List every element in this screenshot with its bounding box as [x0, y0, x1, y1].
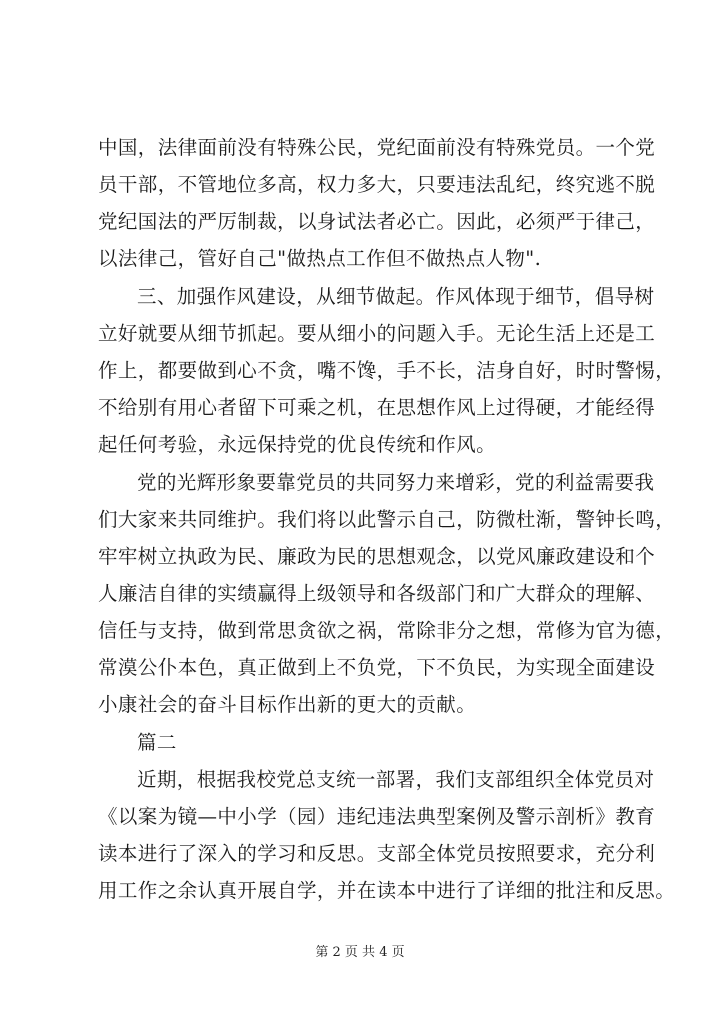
text-line: 牢牢树立执政为民、廉政为民的思想观念，以党风廉政建设和个	[98, 545, 656, 568]
page-footer: 第 2 页 共 4 页	[315, 945, 405, 960]
text-line: 立好就要从细节抓起。要从细小的问题入手。无论生活上还是工	[98, 322, 656, 345]
text-line: 作上，都要做到心不贪，嘴不馋，手不长，洁身自好，时时警惕，	[98, 359, 676, 382]
text-line: 党纪国法的严厉制裁，以身试法者必亡。因此，必须严于律己，	[98, 210, 656, 233]
text-line: 不给别有用心者留下可乘之机，在思想作风上过得硬，才能经得	[98, 396, 656, 419]
text-line: 人廉洁自律的实绩赢得上级领导和各级部门和广大群众的理解、	[98, 582, 656, 605]
text-line: 们大家来共同维护。我们将以此警示自己，防微杜渐，警钟长鸣，	[98, 508, 676, 531]
paragraph-first-line: 党的光辉形象要靠党员的共同努力来增彩，党的利益需要我	[137, 471, 655, 494]
text-line: 中国，法律面前没有特殊公民，党纪面前没有特殊党员。一个党	[98, 136, 656, 159]
text-line: 信任与支持，做到常思贪欲之祸，常除非分之想，常修为官为德，	[98, 619, 676, 642]
text-line: 用工作之余认真开展自学，并在读本中进行了详细的批注和反思。	[98, 879, 676, 902]
text-line: 常漠公仆本色，真正做到上不负党，下不负民，为实现全面建设	[98, 656, 656, 679]
section-heading: 篇二	[137, 731, 177, 754]
text-line: 小康社会的奋斗目标作出新的更大的贡献。	[98, 693, 477, 716]
paragraph-first-line: 近期，根据我校党总支统一部署，我们支部组织全体党员对	[137, 768, 655, 791]
text-line: 《以案为镜—中小学（园）违纪违法典型案例及警示剖析》教育	[98, 805, 656, 828]
paragraph-first-line: 三、加强作风建设，从细节做起。作风体现于细节，倡导树	[137, 285, 655, 308]
text-line: 起任何考验，永远保持党的优良传统和作风。	[98, 433, 497, 456]
text-line: 以法律己，管好自己"做热点工作但不做热点人物".	[98, 247, 542, 270]
text-line: 读本进行了深入的学习和反思。支部全体党员按照要求，充分利	[98, 842, 656, 865]
text-line: 员干部，不管地位多高，权力多大，只要违法乱纪，终究逃不脱	[98, 173, 656, 196]
